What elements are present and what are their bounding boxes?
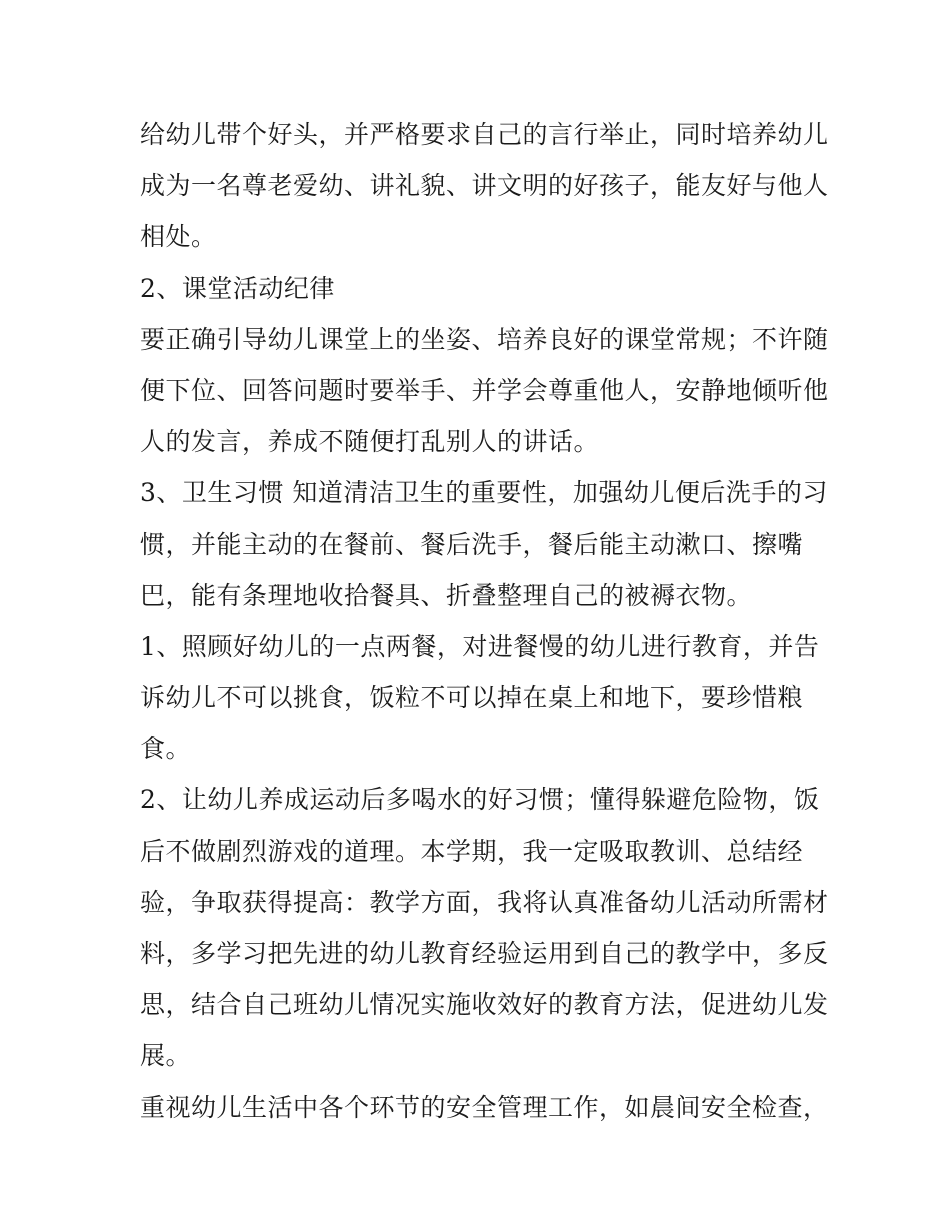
text-line: 重视幼儿生活中各个环节的安全管理工作，如晨间安全检查， bbox=[140, 1092, 829, 1122]
text-line: 思，结合自己班幼儿情况实施收效好的教育方法，促进幼儿发 bbox=[140, 990, 829, 1020]
text-line: 验，争取获得提高：教学方面，我将认真准备幼儿活动所需材 bbox=[140, 887, 829, 917]
text-line: 展。 bbox=[140, 1041, 192, 1071]
text-line: 相处。 bbox=[140, 222, 217, 252]
text-line: 惯，并能主动的在餐前、餐后洗手，餐后能主动漱口、擦嘴 bbox=[140, 529, 804, 559]
text-line: 便下位、回答问题时要举手、并学会尊重他人，安静地倾听他 bbox=[140, 375, 829, 405]
text-line: 巴，能有条理地收拾餐具、折叠整理自己的被褥衣物。 bbox=[140, 580, 753, 610]
text-line: 成为一名尊老爱幼、讲礼貌、讲文明的好孩子，能友好与他人 bbox=[140, 171, 829, 201]
section-heading: 2、课堂活动纪律 bbox=[140, 273, 335, 303]
text-line: 1、照顾好幼儿的一点两餐，对进餐慢的幼儿进行教育，并告 bbox=[140, 631, 820, 661]
text-line: 后不做剧烈游戏的道理。本学期，我一定吸取教训、总结经 bbox=[140, 836, 804, 866]
document-body bbox=[140, 109, 829, 1133]
text-line: 2、让幼儿养成运动后多喝水的好习惯；懂得躲避危险物，饭 bbox=[140, 785, 820, 815]
text-line: 诉幼儿不可以挑食，饭粒不可以掉在桌上和地下，要珍惜粮 bbox=[140, 683, 804, 713]
text-line: 3、卫生习惯 知道清洁卫生的重要性，加强幼儿便后洗手的习 bbox=[140, 478, 828, 508]
text-line: 给幼儿带个好头，并严格要求自己的言行举止，同时培养幼儿 bbox=[140, 120, 829, 149]
text-line: 料，多学习把先进的幼儿教育经验运用到自己的教学中，多反 bbox=[140, 939, 829, 968]
text-line: 要正确引导幼儿课堂上的坐姿、培养良好的课堂常规；不许随 bbox=[140, 324, 829, 354]
text-line: 人的发言，养成不随便打乱别人的讲话。 bbox=[140, 427, 600, 457]
text-line: 食。 bbox=[140, 734, 192, 764]
